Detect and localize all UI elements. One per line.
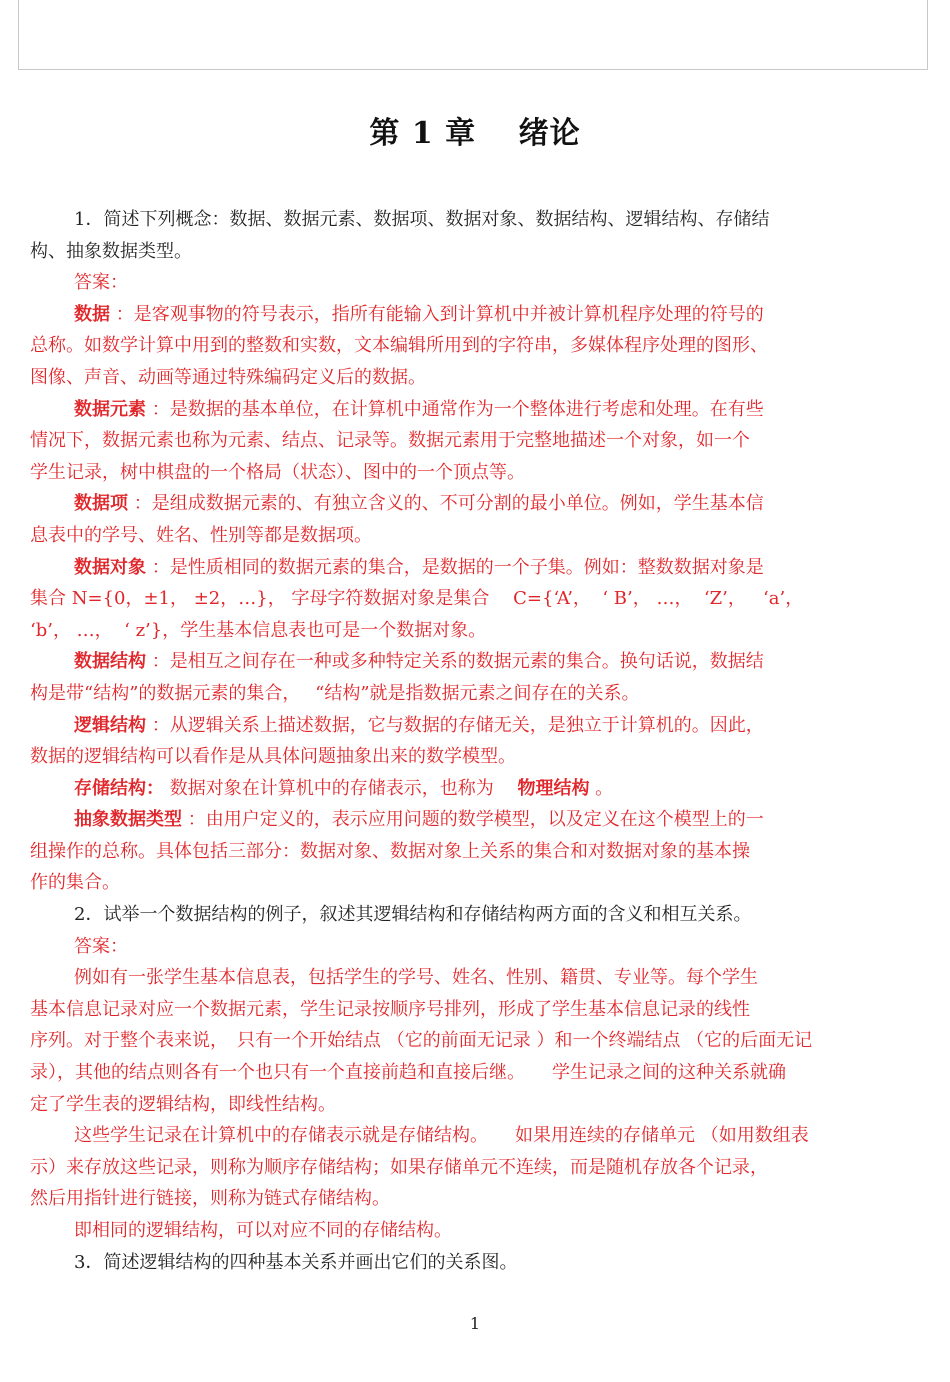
def-adt-line-1: 抽象数据类型 ：由用户定义的，表示应用问题的数学模型，以及定义在这个模型上的一 xyxy=(74,809,764,831)
def-adt-line-3: 作的集合。 xyxy=(30,872,120,894)
def-data-line-3: 图像、声音、动画等通过特殊编码定义后的数据。 xyxy=(30,366,426,388)
page-header-frame xyxy=(18,0,928,70)
def-object-line-2: 集合 N={0，±1， ±2，…}， 字母字符数据对象是集合 C={‘A’， ‘ B’， …， ‘Z’， ‘a’， xyxy=(30,588,804,610)
answer-2-p1-line-2: 基本信息记录对应一个数据元素，学生记录按顺序号排列，形成了学生基本信息记录的线性 xyxy=(30,998,750,1020)
document-body xyxy=(30,204,910,1278)
question-1-line-2: 构、抽象数据类型。 xyxy=(30,240,192,262)
def-storage-line: 存储结构： 数据对象在计算机中的存储表示，也称为 物理结构 。 xyxy=(74,777,614,799)
question-2: 2．试举一个数据结构的例子，叙述其逻辑结构和存储结构两方面的含义和相互关系。 xyxy=(74,904,752,926)
term-data-element: 数据元素 xyxy=(74,398,146,420)
def-item-line-1: 数据项 ：是组成数据元素的、有独立含义的、不可分割的最小单位。例如，学生基本信 xyxy=(74,493,764,515)
term-data: 数据 xyxy=(74,303,110,325)
answer-2-p2-line-3: 然后用指针进行链接，则称为链式存储结构。 xyxy=(30,1188,390,1210)
term-data-object: 数据对象 xyxy=(74,556,146,578)
answer-label-2: 答案： xyxy=(74,935,128,957)
term-logical-structure: 逻辑结构 xyxy=(74,714,146,736)
term-data-structure: 数据结构 xyxy=(74,651,146,673)
def-element-line-2: 情况下，数据元素也称为元素、结点、记录等。数据元素用于完整地描述一个对象，如一个 xyxy=(30,430,750,452)
def-data-line-1: 数据 ：是客观事物的符号表示，指所有能输入到计算机中并被计算机程序处理的符号的 xyxy=(74,303,764,325)
answer-2-p1-line-3: 序列。对于整个表来说， 只有一个开始结点 （它的前面无记录 ）和一个终端结点 （它的后面无记 xyxy=(30,1030,813,1052)
answer-2-p1-line-1: 例如有一张学生基本信息表，包括学生的学号、姓名、性别、籍贯、专业等。每个学生 xyxy=(74,967,758,989)
answer-2-p3: 即相同的逻辑结构，可以对应不同的存储结构。 xyxy=(74,1220,452,1241)
question-1-line-1: 1．简述下列概念：数据、数据元素、数据项、数据对象、数据结构、逻辑结构、存储结 xyxy=(74,209,770,230)
def-logical-line-1: 逻辑结构 ：从逻辑关系上描述数据，它与数据的存储无关，是独立于计算机的。因此， xyxy=(74,714,764,736)
question-3: 3．简述逻辑结构的四种基本关系并画出它们的关系图。 xyxy=(74,1251,518,1273)
def-item-line-2: 息表中的学号、姓名、性别等都是数据项。 xyxy=(30,524,372,546)
def-object-line-3: ‘b’， …， ‘ z’}，学生基本信息表也可是一个数据对象。 xyxy=(30,619,487,641)
chapter-title: 第 1 章 绪论 xyxy=(369,116,581,151)
term-storage-structure: 存储结构： xyxy=(74,777,164,799)
page-number: 1 xyxy=(469,1314,481,1333)
def-logical-line-2: 数据的逻辑结构可以看作是从具体问题抽象出来的数学模型。 xyxy=(30,746,516,768)
answer-2-p2-line-2: 示）来存放这些记录，则称为顺序存储结构；如果存储单元不连续，而是随机存放各个记录， xyxy=(30,1156,768,1178)
answer-2-p1-line-4: 录），其他的结点则各有一个也只有一个直接前趋和直接后继。 学生记录之间的这种关系就确 xyxy=(30,1062,786,1084)
def-structure-line-2: 构是带“结构”的数据元素的集合， “结构”就是指数据元素之间存在的关系。 xyxy=(30,682,640,704)
def-element-line-1: 数据元素 ：是数据的基本单位，在计算机中通常作为一个整体进行考虑和处理。在有些 xyxy=(74,398,764,420)
def-structure-line-1: 数据结构 ：是相互之间存在一种或多种特定关系的数据元素的集合。换句话说，数据结 xyxy=(74,651,764,673)
def-data-line-2: 总称。如数学计算中用到的整数和实数，文本编辑所用到的字符串，多媒体程序处理的图形、 xyxy=(30,335,768,357)
term-physical-structure: 物理结构 xyxy=(517,777,590,799)
term-data-item: 数据项 xyxy=(74,493,128,515)
answer-2-p1-line-5: 定了学生表的逻辑结构，即线性结构。 xyxy=(30,1093,336,1115)
def-adt-line-2: 组操作的总称。具体包括三部分：数据对象、数据对象上关系的集合和对数据对象的基本操 xyxy=(30,840,750,862)
answer-label-1: 答案： xyxy=(74,272,128,294)
def-object-line-1: 数据对象 ：是性质相同的数据元素的集合，是数据的一个子集。例如：整数数据对象是 xyxy=(74,556,764,578)
def-element-line-3: 学生记录，树中棋盘的一个格局（状态）、图中的一个顶点等。 xyxy=(30,461,525,483)
term-abstract-data-type: 抽象数据类型 xyxy=(74,809,182,831)
answer-2-p2-line-1: 这些学生记录在计算机中的存储表示就是存储结构。 如果用连续的存储单元 （如用数组表 xyxy=(74,1125,809,1147)
